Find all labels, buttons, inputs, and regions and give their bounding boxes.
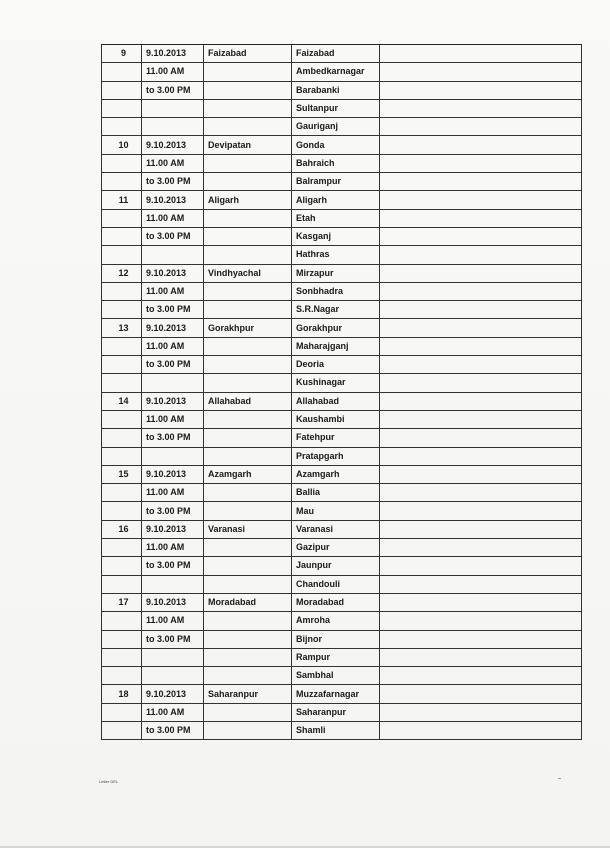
table-row (102, 630, 582, 648)
remarks-cell (380, 264, 582, 282)
table-row (102, 648, 582, 666)
table-row (102, 356, 582, 374)
serial-number (102, 374, 142, 392)
schedule-date-time: 11.00 AM (142, 63, 204, 81)
schedule-date-time: 9.10.2013 (142, 392, 204, 410)
schedule-date-time (142, 648, 204, 666)
division-name (204, 282, 292, 300)
division-name (204, 63, 292, 81)
district-name: Mirzapur (292, 264, 380, 282)
schedule-date-time: 9.10.2013 (142, 685, 204, 703)
schedule-date-time: 11.00 AM (142, 539, 204, 557)
serial-number (102, 484, 142, 502)
remarks-cell (380, 447, 582, 465)
serial-number (102, 356, 142, 374)
serial-number: 17 (102, 593, 142, 611)
schedule-date-time: 9.10.2013 (142, 136, 204, 154)
remarks-cell (380, 593, 582, 611)
table-row (102, 685, 582, 703)
serial-number (102, 447, 142, 465)
division-name (204, 99, 292, 117)
serial-number (102, 154, 142, 172)
division-name (204, 118, 292, 136)
district-name: Jaunpur (292, 557, 380, 575)
table-row (102, 118, 582, 136)
district-name: Rampur (292, 648, 380, 666)
district-name: Barabanki (292, 81, 380, 99)
division-name (204, 630, 292, 648)
district-name: Muzzafarnagar (292, 685, 380, 703)
schedule-date-time: 11.00 AM (142, 612, 204, 630)
district-name: Bahraich (292, 154, 380, 172)
schedule-date-time (142, 118, 204, 136)
serial-number (102, 209, 142, 227)
division-name: Allahabad (204, 392, 292, 410)
division-name: Varanasi (204, 520, 292, 538)
schedule-date-time: 9.10.2013 (142, 593, 204, 611)
schedule-date-time: 11.00 AM (142, 337, 204, 355)
district-name: Allahabad (292, 392, 380, 410)
remarks-cell (380, 246, 582, 264)
remarks-cell (380, 173, 582, 191)
district-name: Varanasi (292, 520, 380, 538)
division-name (204, 374, 292, 392)
district-name: Mau (292, 502, 380, 520)
schedule-date-time: to 3.00 PM (142, 81, 204, 99)
remarks-cell (380, 392, 582, 410)
district-name: Pratapgarh (292, 447, 380, 465)
division-name: Aligarh (204, 191, 292, 209)
remarks-cell (380, 557, 582, 575)
division-name (204, 410, 292, 428)
division-name (204, 648, 292, 666)
remarks-cell (380, 227, 582, 245)
division-name (204, 612, 292, 630)
schedule-date-time: 9.10.2013 (142, 465, 204, 483)
serial-number (102, 282, 142, 300)
serial-number (102, 539, 142, 557)
schedule-date-time: 11.00 AM (142, 410, 204, 428)
table-row (102, 484, 582, 502)
schedule-date-time (142, 374, 204, 392)
schedule-date-time: 11.00 AM (142, 282, 204, 300)
table-row (102, 374, 582, 392)
remarks-cell (380, 520, 582, 538)
serial-number (102, 557, 142, 575)
serial-number: 15 (102, 465, 142, 483)
district-name: Hathras (292, 246, 380, 264)
remarks-cell (380, 410, 582, 428)
table-row (102, 227, 582, 245)
schedule-date-time: to 3.00 PM (142, 356, 204, 374)
district-name: Gorakhpur (292, 319, 380, 337)
remarks-cell (380, 118, 582, 136)
table-row (102, 502, 582, 520)
division-name (204, 429, 292, 447)
district-name: Faizabad (292, 45, 380, 63)
table-row (102, 667, 582, 685)
schedule-date-time: 9.10.2013 (142, 319, 204, 337)
table-row (102, 557, 582, 575)
serial-number (102, 630, 142, 648)
district-name: Kasganj (292, 227, 380, 245)
serial-number (102, 502, 142, 520)
district-name: Moradabad (292, 593, 380, 611)
division-name (204, 703, 292, 721)
serial-number (102, 81, 142, 99)
division-name (204, 575, 292, 593)
table-row (102, 45, 582, 63)
schedule-body (102, 45, 582, 740)
remarks-cell (380, 429, 582, 447)
serial-number: 18 (102, 685, 142, 703)
remarks-cell (380, 721, 582, 739)
schedule-date-time: to 3.00 PM (142, 227, 204, 245)
schedule-date-time: to 3.00 PM (142, 502, 204, 520)
division-name (204, 557, 292, 575)
remarks-cell (380, 703, 582, 721)
schedule-date-time: to 3.00 PM (142, 301, 204, 319)
serial-number (102, 721, 142, 739)
district-name: Ballia (292, 484, 380, 502)
schedule-date-time: 9.10.2013 (142, 520, 204, 538)
district-name: Sultanpur (292, 99, 380, 117)
serial-number: 14 (102, 392, 142, 410)
serial-number (102, 667, 142, 685)
serial-number: 13 (102, 319, 142, 337)
division-name (204, 502, 292, 520)
table-row (102, 319, 582, 337)
table-row (102, 154, 582, 172)
table-row (102, 429, 582, 447)
table-row (102, 703, 582, 721)
footer-note: Letter DEL (99, 779, 119, 784)
remarks-cell (380, 612, 582, 630)
table-row (102, 99, 582, 117)
serial-number (102, 63, 142, 81)
division-name (204, 484, 292, 502)
table-row (102, 209, 582, 227)
remarks-cell (380, 63, 582, 81)
serial-number: 16 (102, 520, 142, 538)
division-name: Devipatan (204, 136, 292, 154)
district-name: Ambedkarnagar (292, 63, 380, 81)
serial-number (102, 429, 142, 447)
serial-number (102, 337, 142, 355)
division-name: Gorakhpur (204, 319, 292, 337)
schedule-date-time: to 3.00 PM (142, 429, 204, 447)
schedule-date-time: to 3.00 PM (142, 173, 204, 191)
serial-number (102, 703, 142, 721)
remarks-cell (380, 191, 582, 209)
district-name: Aligarh (292, 191, 380, 209)
remarks-cell (380, 484, 582, 502)
serial-number (102, 173, 142, 191)
division-name (204, 539, 292, 557)
page-mark (558, 778, 561, 779)
serial-number (102, 410, 142, 428)
district-name: Sambhal (292, 667, 380, 685)
remarks-cell (380, 282, 582, 300)
remarks-cell (380, 81, 582, 99)
division-name: Saharanpur (204, 685, 292, 703)
district-name: Kaushambi (292, 410, 380, 428)
district-name: Shamli (292, 721, 380, 739)
district-name: Gonda (292, 136, 380, 154)
schedule-date-time (142, 575, 204, 593)
serial-number: 11 (102, 191, 142, 209)
serial-number (102, 99, 142, 117)
division-name: Moradabad (204, 593, 292, 611)
schedule-date-time: 9.10.2013 (142, 264, 204, 282)
remarks-cell (380, 154, 582, 172)
table-row (102, 539, 582, 557)
schedule-date-time: 11.00 AM (142, 703, 204, 721)
district-name: Maharajganj (292, 337, 380, 355)
schedule-date-time: to 3.00 PM (142, 630, 204, 648)
schedule-date-time (142, 99, 204, 117)
division-name (204, 246, 292, 264)
schedule-date-time: 11.00 AM (142, 484, 204, 502)
remarks-cell (380, 209, 582, 227)
district-name: Gauriganj (292, 118, 380, 136)
district-name: S.R.Nagar (292, 301, 380, 319)
schedule-date-time: 11.00 AM (142, 154, 204, 172)
table-row (102, 81, 582, 99)
district-name: Deoria (292, 356, 380, 374)
district-name: Chandouli (292, 575, 380, 593)
table-row (102, 447, 582, 465)
table-row (102, 282, 582, 300)
remarks-cell (380, 630, 582, 648)
table-row (102, 612, 582, 630)
serial-number: 12 (102, 264, 142, 282)
schedule-date-time (142, 447, 204, 465)
serial-number (102, 612, 142, 630)
division-name (204, 154, 292, 172)
remarks-cell (380, 575, 582, 593)
table-row (102, 264, 582, 282)
table-row (102, 392, 582, 410)
table-row (102, 173, 582, 191)
district-name: Bijnor (292, 630, 380, 648)
division-name (204, 721, 292, 739)
district-name: Gazipur (292, 539, 380, 557)
district-name: Azamgarh (292, 465, 380, 483)
table-row (102, 63, 582, 81)
table-row (102, 246, 582, 264)
remarks-cell (380, 45, 582, 63)
schedule-date-time (142, 246, 204, 264)
district-name: Balrampur (292, 173, 380, 191)
table-row (102, 337, 582, 355)
division-name (204, 301, 292, 319)
serial-number (102, 575, 142, 593)
table-row (102, 593, 582, 611)
division-name (204, 81, 292, 99)
division-name (204, 356, 292, 374)
remarks-cell (380, 648, 582, 666)
district-name: Fatehpur (292, 429, 380, 447)
serial-number (102, 227, 142, 245)
division-name (204, 209, 292, 227)
district-name: Kushinagar (292, 374, 380, 392)
remarks-cell (380, 356, 582, 374)
district-name: Amroha (292, 612, 380, 630)
table-row (102, 136, 582, 154)
serial-number (102, 648, 142, 666)
serial-number (102, 301, 142, 319)
table-row (102, 520, 582, 538)
remarks-cell (380, 539, 582, 557)
schedule-date-time: to 3.00 PM (142, 557, 204, 575)
division-name: Azamgarh (204, 465, 292, 483)
schedule-date-time: 11.00 AM (142, 209, 204, 227)
division-name (204, 447, 292, 465)
division-name: Vindhyachal (204, 264, 292, 282)
serial-number (102, 118, 142, 136)
serial-number: 10 (102, 136, 142, 154)
remarks-cell (380, 301, 582, 319)
remarks-cell (380, 685, 582, 703)
division-name: Faizabad (204, 45, 292, 63)
division-name (204, 173, 292, 191)
table-row (102, 721, 582, 739)
table-row (102, 575, 582, 593)
schedule-date-time: to 3.00 PM (142, 721, 204, 739)
table-row (102, 410, 582, 428)
schedule-table (101, 44, 582, 740)
remarks-cell (380, 374, 582, 392)
table-row (102, 301, 582, 319)
schedule-date-time: 9.10.2013 (142, 45, 204, 63)
remarks-cell (380, 99, 582, 117)
district-name: Saharanpur (292, 703, 380, 721)
table-row (102, 191, 582, 209)
remarks-cell (380, 136, 582, 154)
division-name (204, 337, 292, 355)
remarks-cell (380, 502, 582, 520)
division-name (204, 667, 292, 685)
serial-number: 9 (102, 45, 142, 63)
district-name: Sonbhadra (292, 282, 380, 300)
division-name (204, 227, 292, 245)
schedule-date-time (142, 667, 204, 685)
remarks-cell (380, 337, 582, 355)
remarks-cell (380, 465, 582, 483)
district-name: Etah (292, 209, 380, 227)
table-row (102, 465, 582, 483)
remarks-cell (380, 319, 582, 337)
schedule-date-time: 9.10.2013 (142, 191, 204, 209)
remarks-cell (380, 667, 582, 685)
serial-number (102, 246, 142, 264)
